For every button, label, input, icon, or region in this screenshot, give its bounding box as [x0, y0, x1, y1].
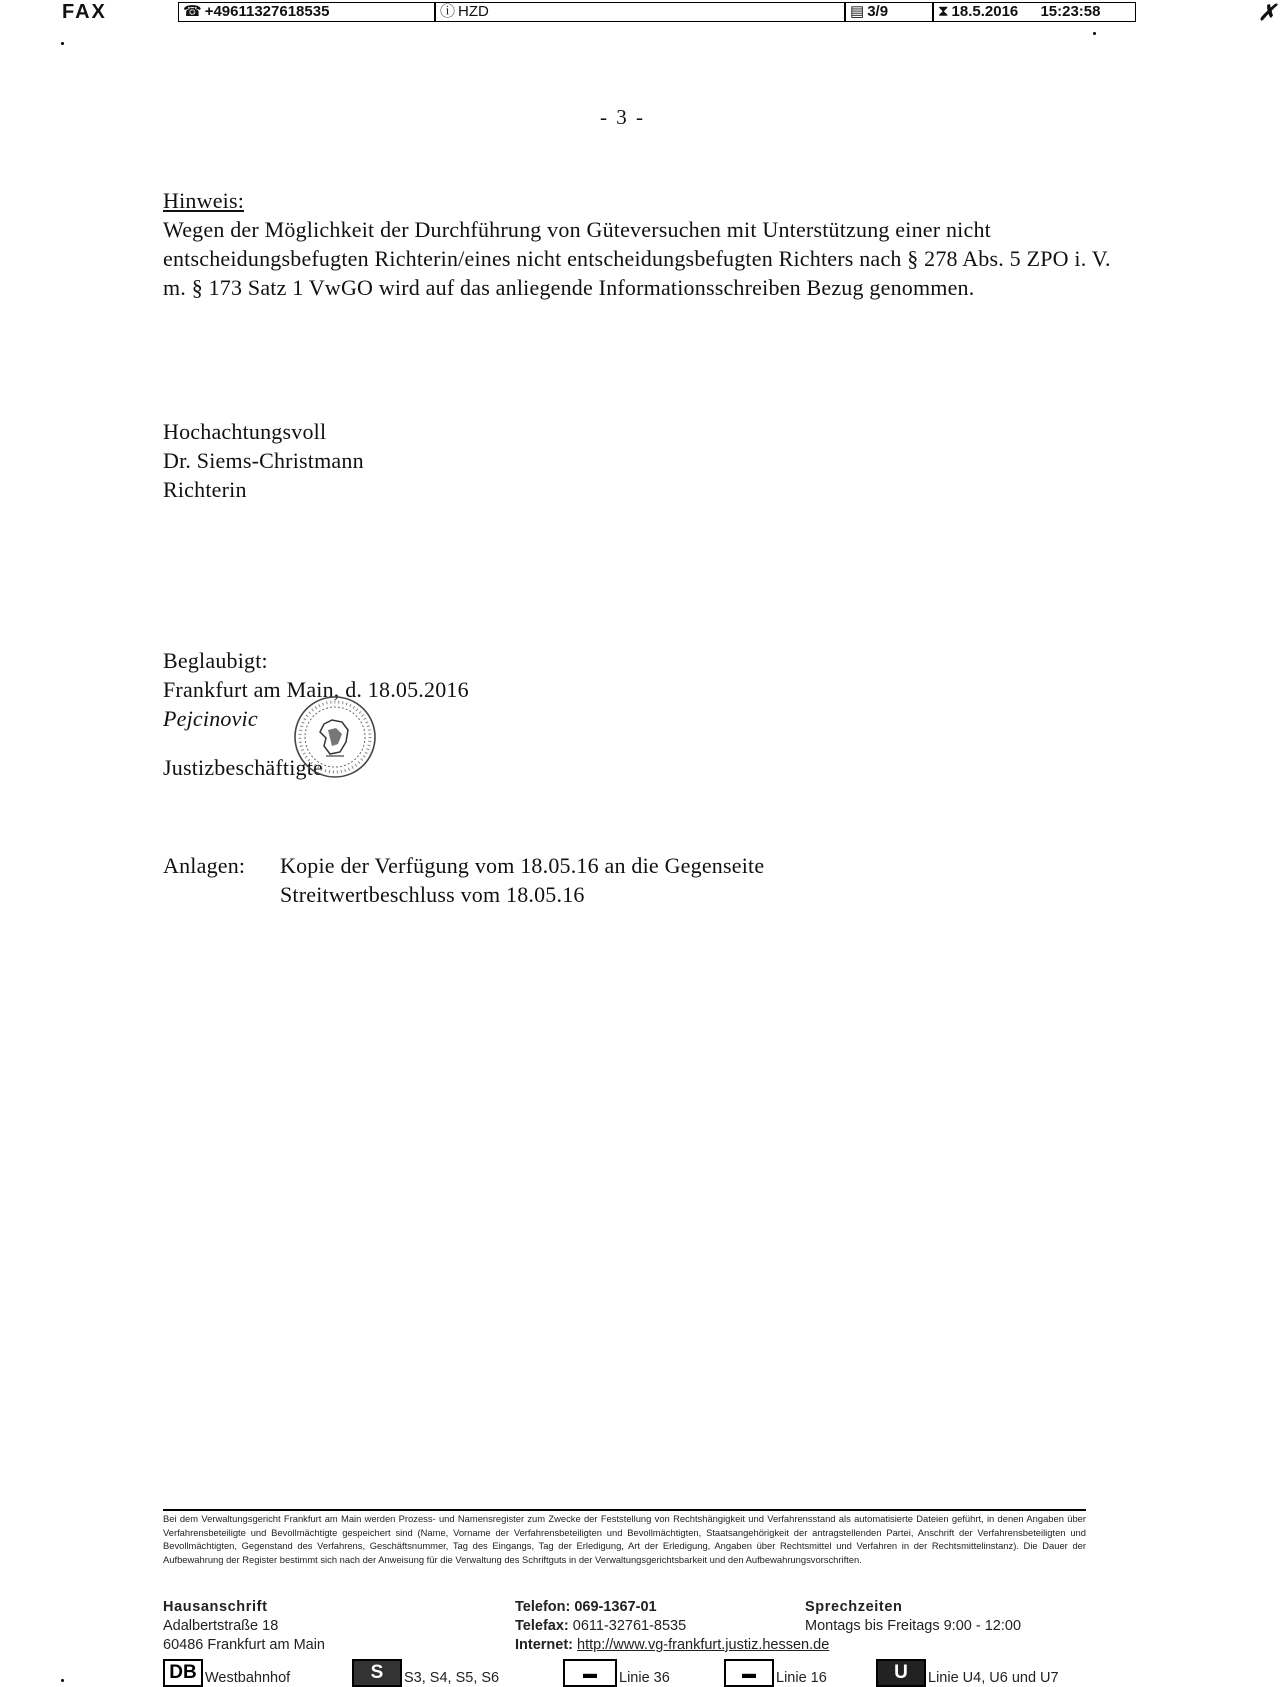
scan-dot [61, 42, 64, 45]
certification-signer: Pejcinovic [163, 706, 258, 731]
transit-bus [563, 1657, 670, 1687]
s-bahn-icon: S [352, 1659, 402, 1687]
hint-section [163, 186, 1123, 302]
transit-u-bahn [876, 1657, 1059, 1687]
fax-header [0, 0, 1280, 26]
scan-dot [1093, 32, 1096, 35]
attachments-block [163, 851, 764, 909]
hint-title: Hinweis: [163, 188, 245, 213]
transit-text: Linie 16 [776, 1670, 827, 1686]
info-icon: ⓘ [440, 3, 456, 20]
judge-role: Richterin [163, 477, 247, 502]
fax-time: 15:23:58 [1040, 3, 1101, 20]
telephone-icon: ☎ [183, 3, 202, 20]
hours-column [805, 1598, 1021, 1636]
fax-phone-box [178, 2, 435, 22]
fax-label-footer: Telefax: [515, 1618, 569, 1634]
hint-text: Wegen der Möglichkeit der Durchführung von Güteversuchen mit Unterstützung einer nicht entscheidungsbefugten Richterin/eines nicht entscheidungsbefugten Richters nach § 278 Abs. 5 ZPO i. V. m. § 173 Satz 1 VwGO wird auf das anliegende Informationsschreiben Bezug genommen. [163, 217, 1111, 300]
u-bahn-icon: U [876, 1659, 926, 1687]
attachment-item: Kopie der Verfügung vom 18.05.16 an die Gegenseite [280, 853, 765, 878]
transit-db [163, 1657, 290, 1687]
address-street: Adalbertstraße 18 [163, 1618, 279, 1634]
transit-s-bahn [352, 1657, 499, 1687]
address-column [163, 1598, 325, 1655]
footer-divider [163, 1509, 1086, 1511]
db-icon: DB [163, 1659, 203, 1687]
tram-icon: ▬ [724, 1659, 774, 1687]
fax-mark-icon: ✗ [1258, 0, 1277, 25]
fax-date-box [933, 2, 1136, 22]
hours-text: Montags bis Freitags 9:00 - 12:00 [805, 1618, 1022, 1634]
transit-text: S3, S4, S5, S6 [404, 1670, 500, 1686]
transit-text: Westbahnhof [205, 1670, 291, 1686]
hourglass-icon: ⧗ [938, 3, 949, 20]
closing-block [163, 417, 364, 504]
certification-label: Beglaubigt: [163, 648, 268, 673]
fax-phone-number: +49611327618535 [204, 3, 330, 20]
website-link[interactable]: http://www.vg-frankfurt.justiz.hessen.de [577, 1637, 830, 1653]
address-heading: Hausanschrift [163, 1599, 268, 1615]
phone-number: 069-1367-01 [574, 1599, 657, 1615]
fax-number: 0611-32761-8535 [572, 1618, 687, 1634]
certification-role: Justizbeschäftigte [163, 755, 323, 780]
judge-name: Dr. Siems-Christmann [163, 448, 364, 473]
page-number: - 3 - [600, 105, 645, 129]
transit-tram [724, 1657, 827, 1687]
salutation: Hochachtungsvoll [163, 419, 327, 444]
attachments-label: Anlagen: [163, 853, 246, 878]
bus-icon: ▬ [563, 1659, 617, 1687]
scan-dot [61, 1679, 64, 1682]
fax-label: FAX [62, 1, 107, 23]
transit-text: Linie 36 [619, 1670, 670, 1686]
fax-sender-box [435, 2, 845, 22]
official-seal-icon [290, 694, 380, 780]
fax-date: 18.5.2016 [951, 3, 1019, 20]
phone-label: Telefon: [515, 1599, 571, 1615]
page-icon: ▤ [850, 3, 865, 20]
certification-place-date: Frankfurt am Main, d. 18.05.2016 [163, 677, 469, 702]
fax-pages: 3/9 [867, 3, 889, 20]
address-city: 60486 Frankfurt am Main [163, 1637, 325, 1653]
attachment-item: Streitwertbeschluss vom 18.05.16 [280, 882, 585, 907]
fax-pages-box [845, 2, 933, 22]
fax-sender: HZD [458, 3, 489, 20]
privacy-notice: Bei dem Verwaltungsgericht Frankfurt am Main werden Prozess- und Namensregister zum Zwecke der Feststellung von Rechtshängigkeit und Verfahrensstand als automatisierte Dateien geführt, in denen Angaben über Verfahrensbeteiligte und Bevollmächtigte gespeichert sind (Name, Vorname der Verfahrensbeteiligten und Bevollmächtigten, Staatsangehörigkeit der antragstellenden Partei, Anschrift der Verfahrensbeteiligten und Bevollmächtigten, Gegenstand des Verfahrens, Geschäftsnummer, Tag des Eingangs, Tag der Erledigung, Art der Erledigung, Angaben über Rechtsmittel und Verfahren in der Rechtsmittelinstanz). Die Dauer der Aufbewahrung der Register bestimmt sich nach der Anweisung für die Verwaltung des Schriftguts in der Verwaltungsgerichtsbarkeit und den Aufbewahrungsvorschriften. [163, 1513, 1086, 1565]
hours-heading: Sprechzeiten [805, 1599, 903, 1615]
contact-column [515, 1598, 829, 1655]
transit-text: Linie U4, U6 und U7 [928, 1670, 1059, 1686]
internet-label: Internet: [515, 1637, 573, 1653]
